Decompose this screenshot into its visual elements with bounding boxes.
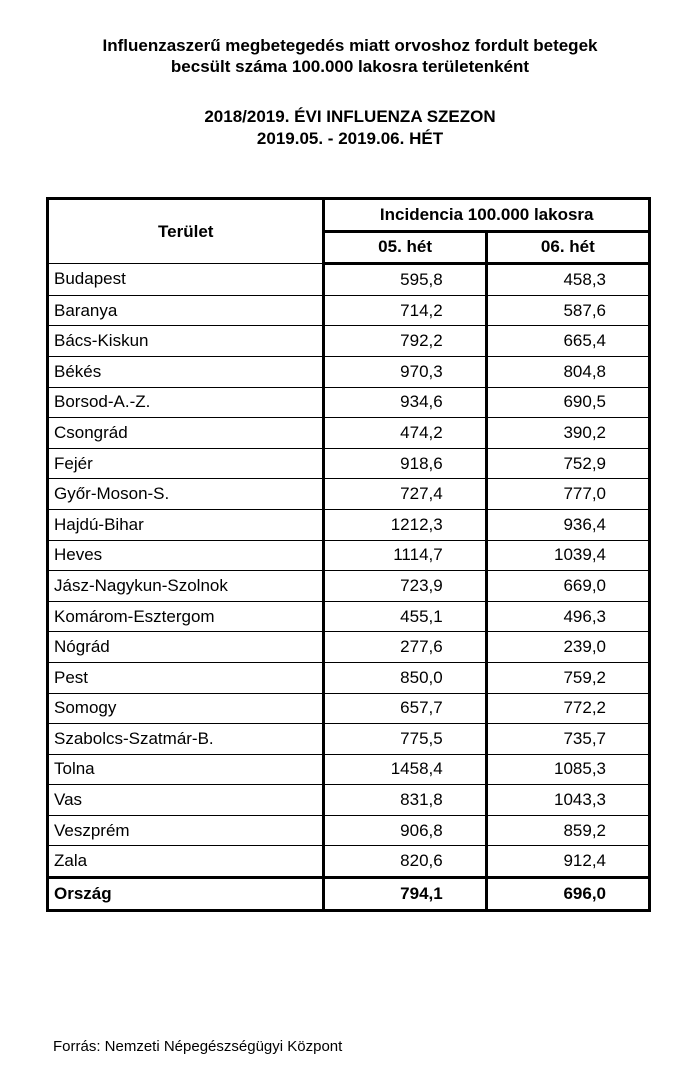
week06-value: 777,0 (486, 479, 648, 510)
week06-value: 696,0 (486, 878, 648, 910)
week06-value: 752,9 (486, 448, 648, 479)
area-cell: Baranya (49, 295, 324, 326)
table-row (49, 846, 649, 878)
week06-value: 496,3 (486, 601, 648, 632)
table-row (49, 448, 649, 479)
table-row (49, 295, 649, 326)
document-title-line2: becsült száma 100.000 lakosra területenként (170, 57, 530, 76)
week06-value: 239,0 (486, 632, 648, 663)
week06-value: 1085,3 (486, 754, 648, 785)
area-cell: Csongrád (49, 418, 324, 449)
area-cell: Jász-Nagykun-Szolnok (49, 571, 324, 602)
week06-value: 390,2 (486, 418, 648, 449)
week05-value: 775,5 (324, 724, 486, 755)
area-cell: Nógrád (49, 632, 324, 663)
table-row (49, 418, 649, 449)
week05-value: 850,0 (324, 662, 486, 693)
table-row (49, 356, 649, 387)
week05-value: 934,6 (324, 387, 486, 418)
table-row (49, 632, 649, 663)
week05-value: 657,7 (324, 693, 486, 724)
season-title: 2018/2019. ÉVI INFLUENZA SZEZON (204, 107, 496, 126)
area-cell: Tolna (49, 754, 324, 785)
area-cell: Veszprém (49, 815, 324, 846)
week06-column-header: 06. hét (486, 231, 648, 264)
week06-value: 690,5 (486, 387, 648, 418)
area-cell: Ország (49, 878, 324, 910)
week06-value: 772,2 (486, 693, 648, 724)
area-cell: Győr-Moson-S. (49, 479, 324, 510)
week06-value: 587,6 (486, 295, 648, 326)
week05-value: 831,8 (324, 785, 486, 816)
area-cell: Pest (49, 662, 324, 693)
area-cell: Szabolcs-Szatmár-B. (49, 724, 324, 755)
table-row (49, 540, 649, 571)
table-row (49, 693, 649, 724)
week05-value: 1458,4 (324, 754, 486, 785)
area-column-header: Terület (49, 200, 324, 264)
week06-value: 936,4 (486, 509, 648, 540)
area-cell: Hajdú-Bihar (49, 509, 324, 540)
table-row (49, 662, 649, 693)
week05-value: 918,6 (324, 448, 486, 479)
week05-value: 474,2 (324, 418, 486, 449)
area-cell: Budapest (49, 264, 324, 296)
week05-column-header: 05. hét (324, 231, 486, 264)
week-range-title: 2019.05. - 2019.06. HÉT (256, 129, 444, 148)
week05-value: 727,4 (324, 479, 486, 510)
table-row (49, 724, 649, 755)
area-cell: Borsod-A.-Z. (49, 387, 324, 418)
table-row (49, 754, 649, 785)
table-row (49, 785, 649, 816)
week05-value: 820,6 (324, 846, 486, 878)
area-cell: Zala (49, 846, 324, 878)
area-cell: Békés (49, 356, 324, 387)
area-cell: Somogy (49, 693, 324, 724)
week06-value: 735,7 (486, 724, 648, 755)
week06-value: 1043,3 (486, 785, 648, 816)
incidence-table (48, 199, 649, 910)
table-row (49, 387, 649, 418)
table-row (49, 326, 649, 357)
week05-value: 792,2 (324, 326, 486, 357)
week06-value: 804,8 (486, 356, 648, 387)
week05-value: 455,1 (324, 601, 486, 632)
table-row (49, 571, 649, 602)
table-row (49, 479, 649, 510)
table-total-row (49, 878, 649, 910)
area-cell: Vas (49, 785, 324, 816)
area-cell: Heves (49, 540, 324, 571)
week06-value: 759,2 (486, 662, 648, 693)
week06-value: 912,4 (486, 846, 648, 878)
document-title-line1: Influenzaszerű megbetegedés miatt orvoshoz fordult betegek (102, 36, 598, 55)
week05-value: 1212,3 (324, 509, 486, 540)
table-row (49, 264, 649, 296)
area-cell: Komárom-Esztergom (49, 601, 324, 632)
table-row (49, 815, 649, 846)
week06-value: 665,4 (486, 326, 648, 357)
week06-value: 859,2 (486, 815, 648, 846)
table-body (49, 264, 649, 909)
table-row (49, 509, 649, 540)
incidence-column-header: Incidencia 100.000 lakosra (324, 200, 649, 232)
week05-value: 277,6 (324, 632, 486, 663)
week06-value: 1039,4 (486, 540, 648, 571)
source-note: Forrás: Nemzeti Népegészségügyi Központ (53, 1038, 343, 1055)
week05-value: 595,8 (324, 264, 486, 296)
week05-value: 1114,7 (324, 540, 486, 571)
area-cell: Fejér (49, 448, 324, 479)
week05-value: 970,3 (324, 356, 486, 387)
week06-value: 458,3 (486, 264, 648, 296)
week05-value: 906,8 (324, 815, 486, 846)
week06-value: 669,0 (486, 571, 648, 602)
table-row (49, 601, 649, 632)
week05-value: 794,1 (324, 878, 486, 910)
week05-value: 723,9 (324, 571, 486, 602)
week05-value: 714,2 (324, 295, 486, 326)
area-cell: Bács-Kiskun (49, 326, 324, 357)
